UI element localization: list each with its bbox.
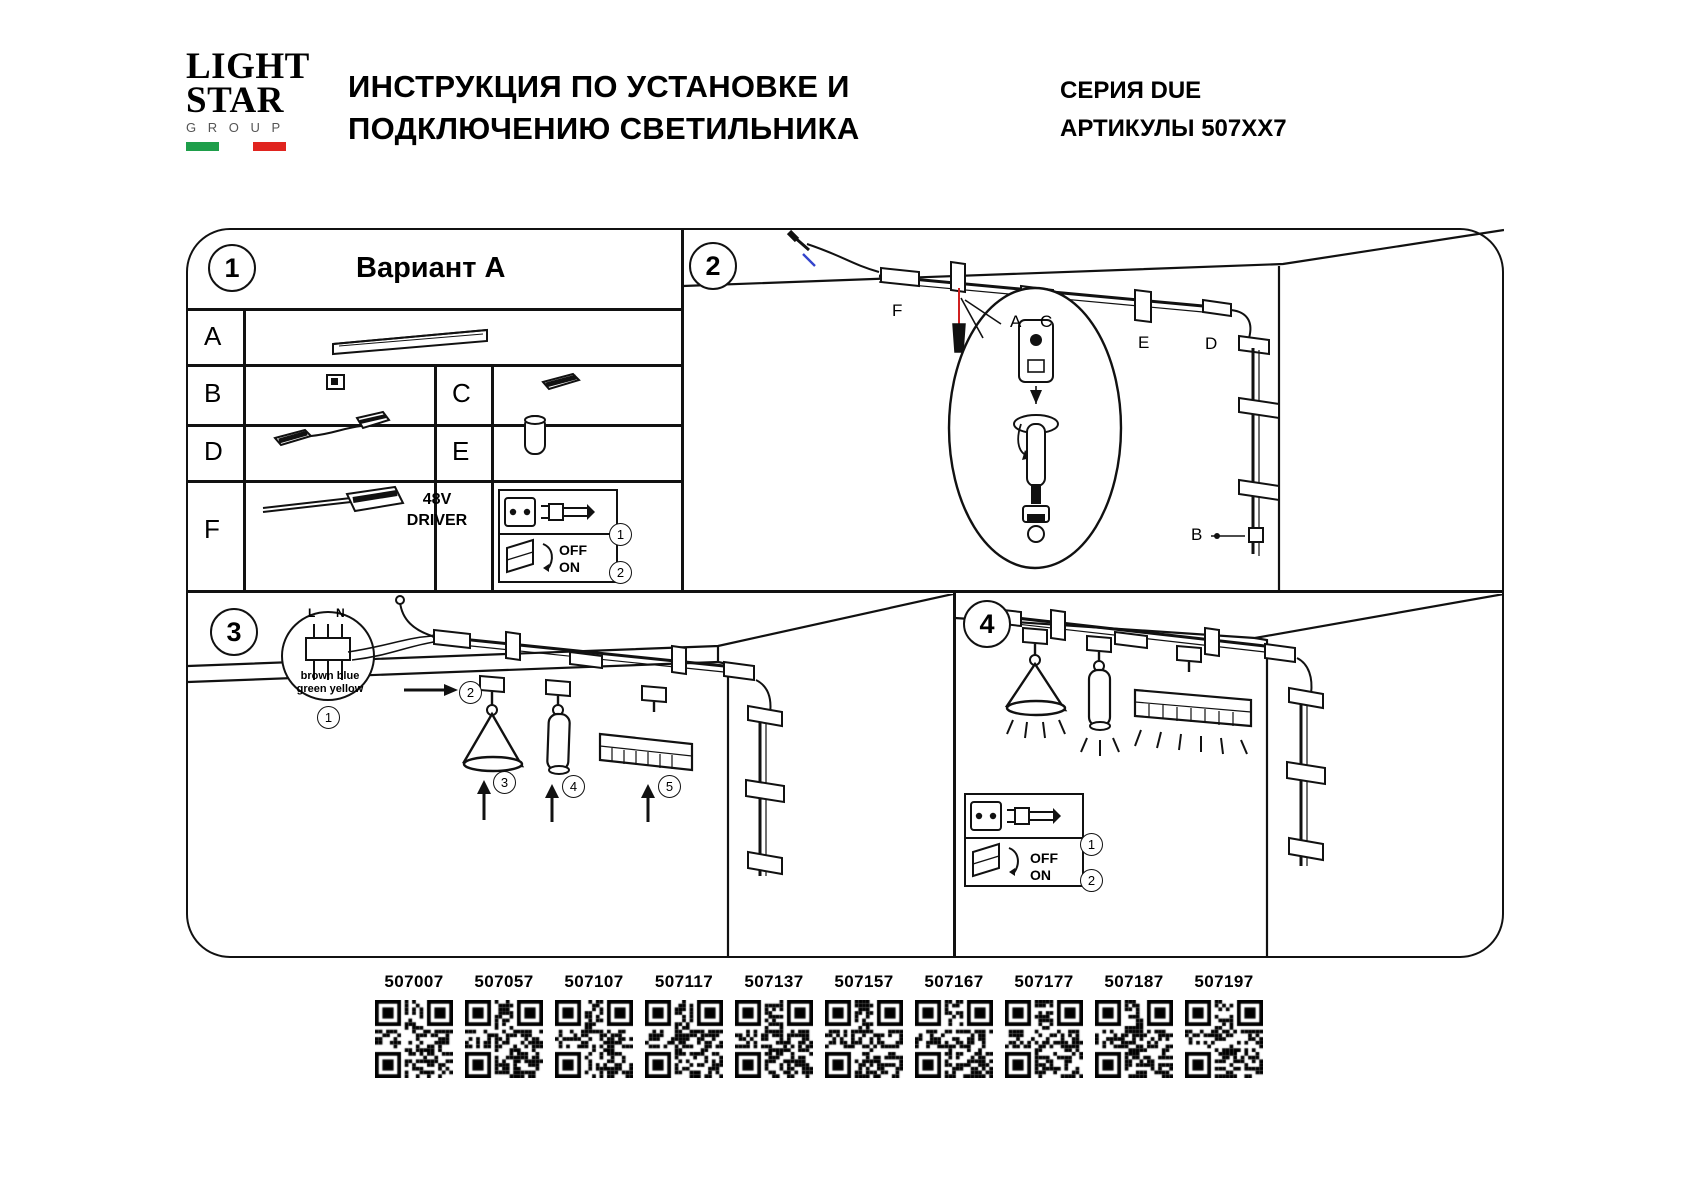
logo-line-3: G R O U P — [186, 120, 285, 136]
power-switch-illustration — [491, 482, 681, 592]
code-label: 507177 — [1014, 972, 1074, 991]
code-item — [816, 972, 912, 1078]
row-letter-d: D — [204, 436, 223, 466]
qr-code — [825, 1000, 903, 1078]
marker-4-switch: 2 — [1080, 869, 1103, 892]
switch-on-label: ON — [559, 559, 580, 575]
step2-illustration — [683, 228, 1504, 592]
part-track-rail — [333, 330, 487, 354]
part-connector — [543, 374, 579, 389]
switch-off-label: OFF — [559, 542, 587, 558]
marker-switch-2: 2 — [609, 561, 632, 584]
marker-4-socket: 1 — [1080, 833, 1103, 856]
switch-off-label-4: OFF — [1030, 850, 1058, 866]
terminal-label-l: L — [308, 606, 316, 620]
step-badge-4: 4 — [963, 600, 1011, 648]
code-item — [996, 972, 1092, 1078]
step-badge-1: 1 — [208, 244, 256, 292]
marker-3-5: 5 — [658, 775, 681, 798]
marker-3-3: 3 — [493, 771, 516, 794]
callout-f: F — [892, 301, 903, 320]
panel-step-1 — [186, 228, 681, 592]
step-badge-3: 3 — [210, 608, 258, 656]
qr-code — [915, 1000, 993, 1078]
part-power-feed — [275, 412, 389, 445]
part-end-cap — [327, 375, 344, 389]
code-item — [1086, 972, 1182, 1078]
page-title: ИНСТРУКЦИЯ ПО УСТАНОВКЕ И ПОДКЛЮЧЕНИЮ СВЕТИЛЬНИКА — [348, 69, 860, 146]
article-code-list — [186, 972, 1504, 1112]
code-label: 507167 — [924, 972, 984, 991]
logo-line-2: STAR — [186, 80, 284, 122]
row-letter-c: C — [452, 378, 471, 408]
series-line: СЕРИЯ DUE — [1060, 77, 1202, 104]
qr-code — [735, 1000, 813, 1078]
wire-label-line-2: green yellow — [296, 683, 364, 696]
code-label: 507007 — [384, 972, 444, 991]
code-label: 507107 — [564, 972, 624, 991]
panel-step-4 — [955, 594, 1504, 956]
code-label: 507157 — [834, 972, 894, 991]
step4-illustration — [955, 594, 1504, 956]
panel-step-3 — [188, 594, 953, 956]
marker-socket-1: 1 — [609, 523, 632, 546]
terminal-label-n: N — [336, 606, 345, 620]
italy-flag-icon — [186, 142, 286, 151]
qr-code — [1095, 1000, 1173, 1078]
brand-logo — [186, 46, 310, 172]
code-label: 507117 — [654, 972, 714, 991]
callout-a: A — [1010, 312, 1022, 331]
logo-line-1: LIGHT — [186, 46, 310, 87]
code-label: 507057 — [474, 972, 534, 991]
qr-code — [645, 1000, 723, 1078]
driver-label — [392, 490, 482, 532]
row-letter-f: F — [204, 514, 220, 544]
qr-code — [465, 1000, 543, 1078]
code-item — [1176, 972, 1272, 1078]
callout-b: B — [1191, 525, 1203, 544]
code-item — [906, 972, 1002, 1078]
switch-on-label-4: ON — [1030, 867, 1051, 883]
marker-3-4: 4 — [562, 775, 585, 798]
qr-code — [1005, 1000, 1083, 1078]
articles-line: АРТИКУЛЫ 507XX7 — [1060, 115, 1287, 143]
row-letter-a: A — [204, 321, 222, 351]
step-badge-2: 2 — [689, 242, 737, 290]
driver-voltage: 48V — [422, 491, 452, 508]
series-info — [1060, 72, 1490, 149]
code-item — [636, 972, 732, 1078]
callout-d: D — [1205, 334, 1218, 353]
code-label: 507187 — [1104, 972, 1164, 991]
code-item — [456, 972, 552, 1078]
row-letter-e: E — [452, 436, 470, 466]
callout-c: C — [1040, 312, 1053, 331]
driver-word: DRIVER — [406, 511, 468, 529]
part-suspension — [525, 416, 545, 454]
marker-3-1: 1 — [317, 706, 340, 729]
code-label: 507137 — [744, 972, 804, 991]
qr-code — [375, 1000, 453, 1078]
row-letter-b: B — [204, 378, 222, 408]
marker-3-2: 2 — [459, 681, 482, 704]
part-driver — [263, 487, 403, 512]
code-item — [726, 972, 822, 1078]
code-item — [546, 972, 642, 1078]
callout-e: E — [1138, 333, 1150, 352]
panel-step-2 — [683, 228, 1504, 592]
variant-label: Вариант A — [356, 252, 506, 284]
qr-code — [555, 1000, 633, 1078]
code-item — [366, 972, 462, 1078]
qr-code — [1185, 1000, 1263, 1078]
wire-color-label — [278, 670, 382, 696]
wire-label-line-1: brown blue — [300, 670, 360, 682]
code-label: 507197 — [1194, 972, 1254, 991]
